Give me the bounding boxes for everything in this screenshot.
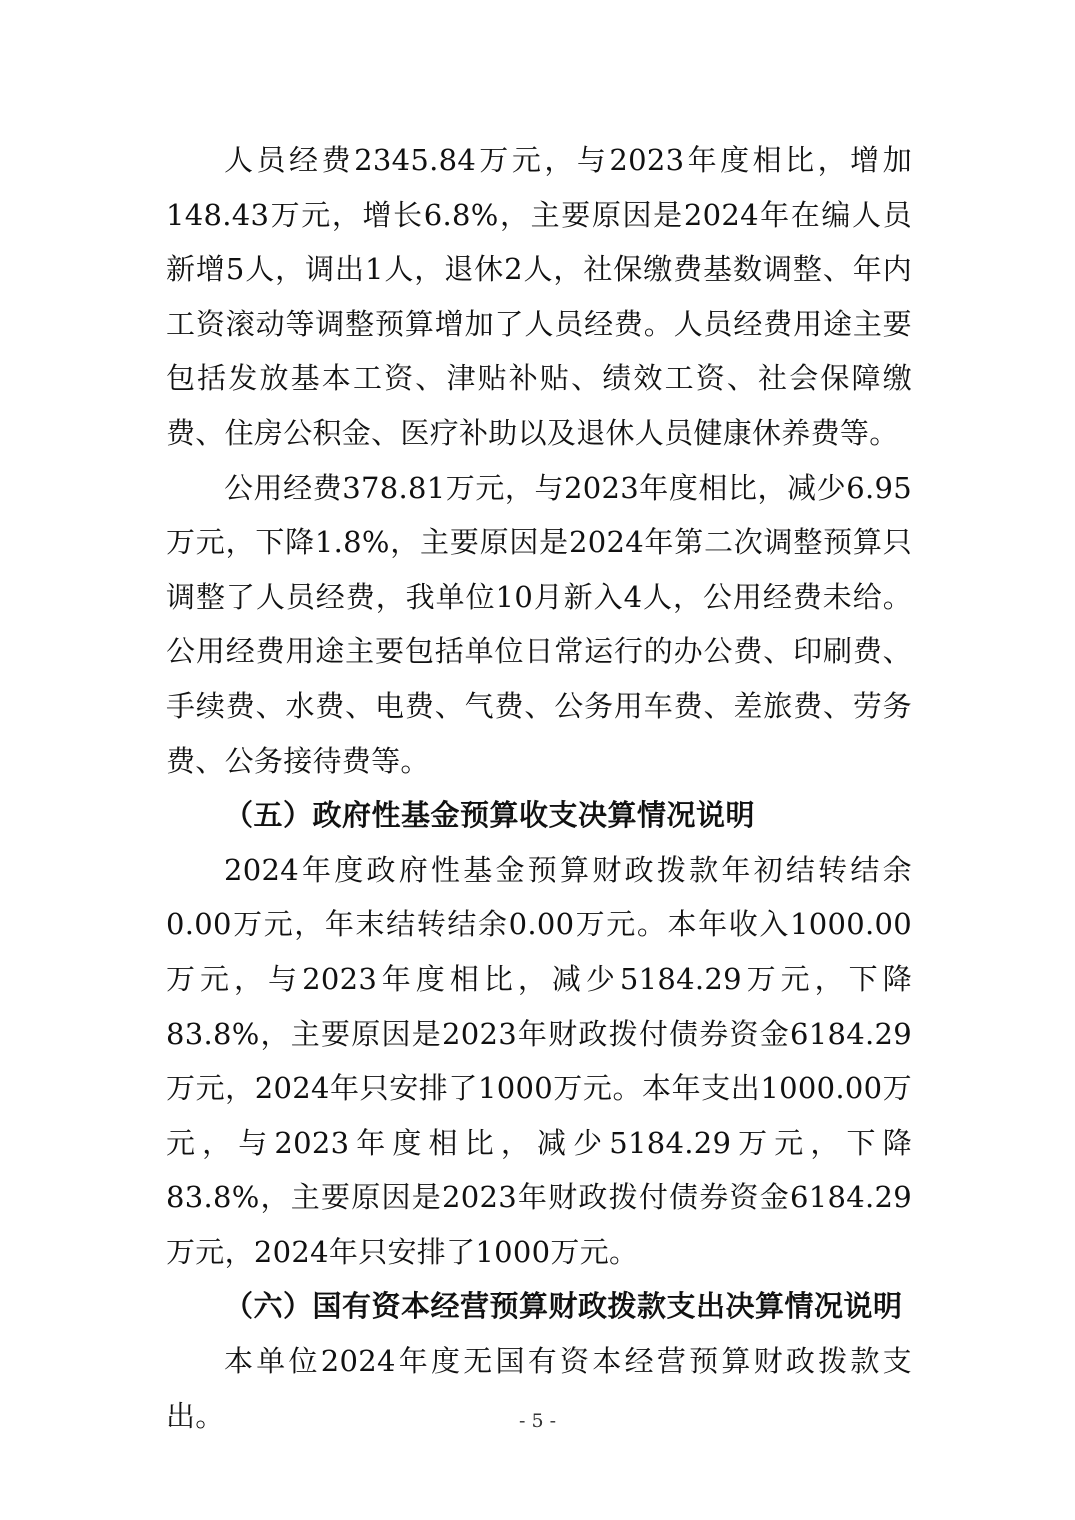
paragraph-state-capital: 本单位2024年度无国有资本经营预算财政拨款支出。 — [166, 1344, 912, 1433]
paragraph-government-fund: 2024年度政府性基金预算财政拨款年初结转结余0.00万元，年末结转结余0.00万元。本年收入1000.00万元，与2023年度相比，减少5184.29万元，下降83.8%，主要原因是2023年财政拨付债券资金6184.29万元，2024年只安排了1000万元。本年支出1000.00万元，与2023年度相比，减少5184.29万元，下降83.8%，主要原因是2023年财政拨付债券资金6184.29万元，2024年只安排了1000万元。 — [166, 852, 912, 1269]
section-heading-state-capital: （六）国有资本经营预算财政拨款支出决算情况说明 — [224, 1289, 903, 1324]
page-number: - 5 - — [518, 1410, 556, 1432]
section-heading-government-fund: （五）政府性基金预算收支决算情况说明 — [224, 798, 756, 833]
paragraph-personnel-expenses: 人员经费2345.84万元，与2023年度相比，增加148.43万元，增长6.8%，主要原因是2024年在编人员新增5人，调出1人，退休2人，社保缴费基数调整、年内工资滚动等调整预算增加了人员经费。人员经费用途主要包括发放基本工资、津贴补贴、绩效工资、社会保障缴费、住房公积金、医疗补助以及退休人员健康休养费等。 — [166, 143, 912, 450]
document-body — [166, 133, 912, 1443]
paragraph-public-expenses: 公用经费378.81万元，与2023年度相比，减少6.95万元，下降1.8%，主要原因是2024年第二次调整预算只调整了人员经费，我单位10月新入4人，公用经费未给。公用经费用途主要包括单位日常运行的办公费、印刷费、手续费、水费、电费、气费、公务用车费、差旅费、劳务费、公务接待费等。 — [166, 470, 912, 778]
